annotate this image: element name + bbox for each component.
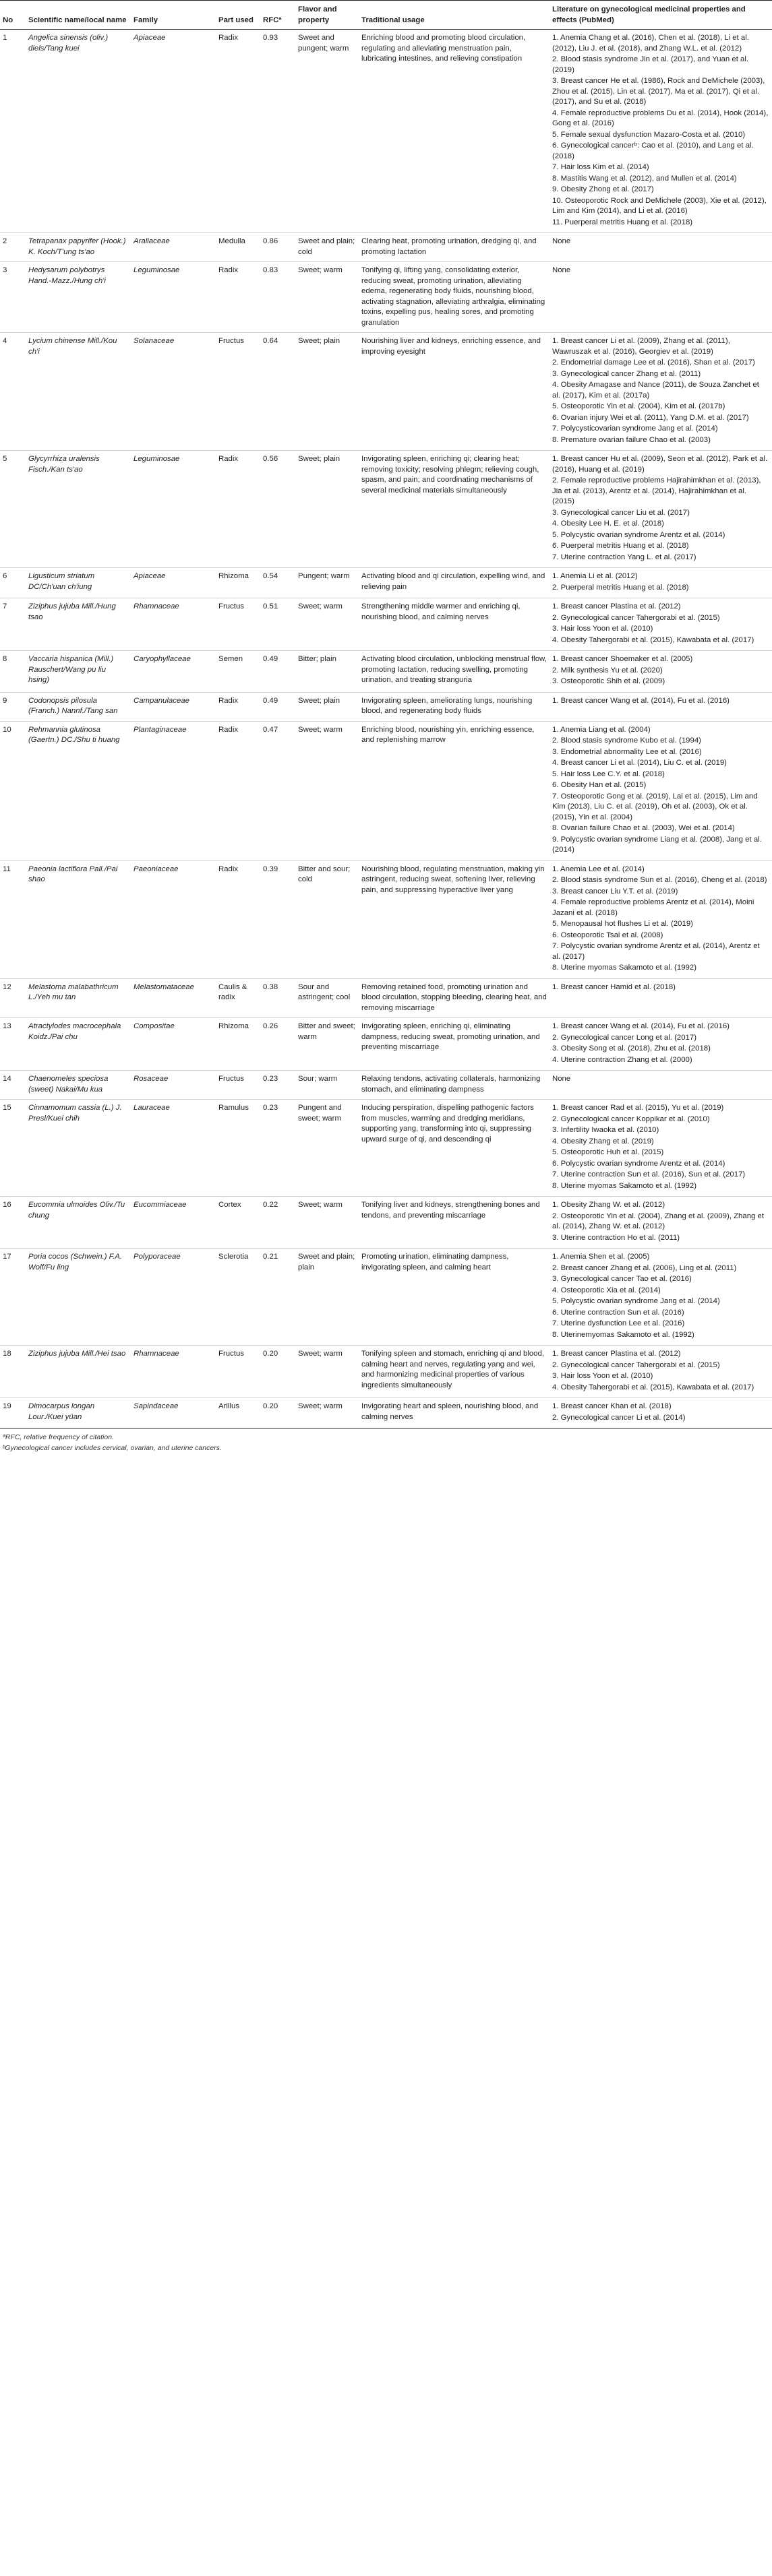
literature-item: 4. Obesity Lee H. E. et al. (2018): [552, 520, 664, 528]
cell-rfc: 0.47: [260, 721, 295, 860]
footnote-gyn-cancer: ᵇGynecological cancer includes cervical, ovarian, and uterine cancers.: [3, 1443, 222, 1452]
literature-item: 9. Polycystic ovarian syndrome Liang et al. (2008), Jang et al. (2014): [552, 835, 762, 854]
cell-family: Apiaceae: [131, 568, 216, 598]
cell-usage: Activating blood and qi circulation, expelling wind, and relieving pain: [359, 568, 550, 598]
cell-family: Rhamnaceae: [131, 598, 216, 651]
cell-family: Araliaceae: [131, 233, 216, 262]
literature-item: 2. Female reproductive problems Hajirahimkhan et al. (2013), Jia et al. (2013), Arentz et al. (2014), Hajirahimkhan et al. (2015): [552, 476, 761, 505]
literature-item: 1. Breast cancer Rad et al. (2015), Yu et al. (2019): [552, 1104, 724, 1112]
cell-usage: Nourishing blood, regulating menstruation, making yin astringent, reducing sweat, softening liver, relieving pain, and suppressing hyperactive liver yang: [359, 860, 550, 978]
cell-family: Plantaginaceae: [131, 721, 216, 860]
cell-part-used: Fructus: [216, 1346, 260, 1398]
literature-item: 2. Osteoporotic Yin et al. (2004), Zhang et al. (2009), Zhang et al. (2014), Zhang W. et al. (2012): [552, 1212, 765, 1230]
literature-item: 5. Menopausal hot flushes Li et al. (2019): [552, 920, 693, 928]
literature-item: 8. Uterine myomas Sakamoto et al. (1992): [552, 964, 696, 972]
literature-item: 3. Uterine contraction Ho et al. (2011): [552, 1233, 680, 1242]
literature-item: 1. Anemia Liang et al. (2004): [552, 725, 651, 734]
literature-item: 2. Endometrial damage Lee et al. (2016), Shan et al. (2017): [552, 358, 755, 367]
cell-no: 17: [0, 1249, 26, 1346]
literature-item: 3. Hair loss Yoon et al. (2010): [552, 625, 653, 633]
literature-item: None: [552, 266, 571, 274]
cell-flavor: Bitter and sweet; warm: [295, 1018, 359, 1071]
table-row: [0, 451, 772, 568]
cell-flavor: Sweet; warm: [295, 1197, 359, 1249]
cell-rfc: 0.20: [260, 1398, 295, 1428]
table-row: [0, 1398, 772, 1428]
cell-part-used: Medulla: [216, 233, 260, 262]
literature-item: 4. Obesity Zhang et al. (2019): [552, 1137, 654, 1145]
cell-no: 18: [0, 1346, 26, 1398]
cell-no: 2: [0, 233, 26, 262]
cell-no: 8: [0, 651, 26, 693]
cell-family: Solanaceae: [131, 333, 216, 451]
cell-literature: [550, 1071, 772, 1100]
table-row: [0, 692, 772, 721]
cell-part-used: Radix: [216, 30, 260, 233]
cell-part-used: Radix: [216, 692, 260, 721]
cell-no: 1: [0, 30, 26, 233]
literature-item: 3. Gynecological cancer Liu et al. (2017): [552, 508, 690, 517]
cell-no: 15: [0, 1100, 26, 1197]
cell-family: Leguminosae: [131, 262, 216, 333]
cell-literature: [550, 262, 772, 333]
cell-part-used: Fructus: [216, 1071, 260, 1100]
cell-family: Lauraceae: [131, 1100, 216, 1197]
header-rfc: RFCª: [260, 1, 295, 30]
cell-family: Compositae: [131, 1018, 216, 1071]
cell-flavor: Sweet and pungent; warm: [295, 30, 359, 233]
cell-flavor: Sweet; plain: [295, 692, 359, 721]
literature-item: 9. Obesity Zhong et al. (2017): [552, 185, 654, 193]
cell-literature: [550, 721, 772, 860]
cell-rfc: 0.49: [260, 692, 295, 721]
cell-literature: [550, 568, 772, 598]
cell-no: 10: [0, 721, 26, 860]
cell-usage: Tonifying liver and kidneys, strengthening bones and tendons, and preventing miscarriage: [359, 1197, 550, 1249]
cell-rfc: 0.51: [260, 598, 295, 651]
cell-part-used: Rhizoma: [216, 1018, 260, 1071]
cell-flavor: Sweet; warm: [295, 721, 359, 860]
cell-usage: Enriching blood and promoting blood circulation, regulating and alleviating menstruation pain, lubricating intestines, and relieving constipation: [359, 30, 550, 233]
literature-item: 1. Breast cancer Plastina et al. (2012): [552, 1350, 681, 1358]
cell-usage: Invigorating spleen, ameliorating lungs, nourishing blood, and regenerating body fluids: [359, 692, 550, 721]
literature-item: 4. Obesity Amagase and Nance (2011), de Souza Zanchet et al. (2017), Kim et al. (2017a): [552, 381, 759, 400]
cell-part-used: Fructus: [216, 598, 260, 651]
cell-family: Melastomataceae: [131, 978, 216, 1018]
cell-flavor: Sour; warm: [295, 1071, 359, 1100]
cell-family: Caryophyllaceae: [131, 651, 216, 693]
cell-rfc: 0.56: [260, 451, 295, 568]
table-row: [0, 651, 772, 693]
cell-flavor: Sweet and plain; cold: [295, 233, 359, 262]
cell-flavor: Bitter; plain: [295, 651, 359, 693]
cell-scientific-name: Rehmannia glutinosa (Gaertn.) DC./Shu ti huang: [26, 721, 131, 860]
cell-no: 16: [0, 1197, 26, 1249]
literature-item: 1. Anemia Chang et al. (2016), Chen et al. (2018), Li et al. (2012), Liu J. et al. (2018), and Zhang W.L. et al. (2012): [552, 34, 749, 53]
cell-flavor: Sweet; warm: [295, 262, 359, 333]
literature-item: 8. Premature ovarian failure Chao et al. (2003): [552, 435, 711, 444]
literature-item: 3. Endometrial abnormality Lee et al. (2016): [552, 747, 702, 756]
cell-no: 3: [0, 262, 26, 333]
cell-scientific-name: Chaenomeles speciosa (sweet) Nakai/Mu kua: [26, 1071, 131, 1100]
literature-item: 7. Uterine contraction Sun et al. (2016), Sun et al. (2017): [552, 1170, 746, 1179]
cell-family: Rhamnaceae: [131, 1346, 216, 1398]
header-literature: Literature on gynecological medicinal properties and effects (PubMed): [550, 1, 772, 30]
cell-scientific-name: Glycyrrhiza uralensis Fisch./Kan ts'ao: [26, 451, 131, 568]
cell-literature: [550, 978, 772, 1018]
cell-scientific-name: Hedysarum polybotrys Hand.-Mazz./Hung ch'i: [26, 262, 131, 333]
cell-usage: Activating blood circulation, unblocking menstrual flow, promoting lactation, reducing swelling, promoting urination, and treating stranguria: [359, 651, 550, 693]
footnotes: [0, 1428, 772, 1454]
cell-literature: [550, 692, 772, 721]
cell-rfc: 0.83: [260, 262, 295, 333]
cell-usage: Relaxing tendons, activating collaterals, harmonizing stomach, and eliminating dampness: [359, 1071, 550, 1100]
table-row: [0, 978, 772, 1018]
cell-rfc: 0.22: [260, 1197, 295, 1249]
cell-usage: Tonifying spleen and stomach, enriching qi and blood, calming heart and nerves, regulating yang and wei, and harmonizing medicinal properties of various ingredients simultaneously: [359, 1346, 550, 1398]
literature-item: 5. Polycystic ovarian syndrome Arentz et al. (2014): [552, 530, 725, 539]
literature-item: 1. Breast cancer Li et al. (2009), Zhang et al. (2011), Wawruszak et al. (2016), Georgiev et al. (2019): [552, 337, 730, 356]
cell-rfc: 0.49: [260, 651, 295, 693]
cell-no: 14: [0, 1071, 26, 1100]
cell-no: 7: [0, 598, 26, 651]
literature-item: 3. Breast cancer He et al. (1986), Rock and DeMichele (2003), Zhou et al. (2015), Lin et al. (2017), Ma et al. (2017), Qi et al. (2017), and Su et al. (2018): [552, 77, 765, 106]
table-row: [0, 1071, 772, 1100]
cell-part-used: Semen: [216, 651, 260, 693]
header-flavor: Flavor and property: [295, 1, 359, 30]
literature-item: 1. Breast cancer Shoemaker et al. (2005): [552, 655, 693, 663]
header-family: Family: [131, 1, 216, 30]
cell-literature: [550, 233, 772, 262]
table-row: [0, 262, 772, 333]
cell-part-used: Ramulus: [216, 1100, 260, 1197]
cell-literature: [550, 860, 772, 978]
table-row: [0, 568, 772, 598]
literature-item: 4. Breast cancer Li et al. (2014), Liu C. et al. (2019): [552, 759, 727, 767]
literature-item: 7. Polycysticovarian syndrome Jang et al. (2014): [552, 425, 718, 433]
cell-no: 6: [0, 568, 26, 598]
cell-rfc: 0.20: [260, 1346, 295, 1398]
cell-literature: [550, 1249, 772, 1346]
literature-item: 2. Blood stasis syndrome Jin et al. (2017), and Yuan et al. (2019): [552, 55, 749, 74]
cell-part-used: Sclerotia: [216, 1249, 260, 1346]
cell-scientific-name: Ligusticum striatum DC/Ch'uan ch'iung: [26, 568, 131, 598]
cell-part-used: Radix: [216, 451, 260, 568]
cell-rfc: 0.26: [260, 1018, 295, 1071]
cell-part-used: Caulis & radix: [216, 978, 260, 1018]
cell-literature: [550, 333, 772, 451]
cell-part-used: Rhizoma: [216, 568, 260, 598]
cell-rfc: 0.21: [260, 1249, 295, 1346]
cell-family: Rosaceae: [131, 1071, 216, 1100]
literature-item: 2. Gynecological cancer Tahergorabi et al. (2015): [552, 613, 720, 622]
cell-family: Sapindaceae: [131, 1398, 216, 1428]
literature-item: 1. Obesity Zhang W. et al. (2012): [552, 1201, 665, 1209]
literature-item: 2. Milk synthesis Yu et al. (2020): [552, 666, 663, 674]
literature-item: 5. Osteoporotic Yin et al. (2004), Kim et al. (2017b): [552, 402, 725, 410]
table-row: [0, 30, 772, 233]
literature-item: 7. Uterine contraction Yang L. et al. (2017): [552, 553, 696, 561]
literature-item: 3. Gynecological cancer Tao et al. (2016): [552, 1275, 692, 1283]
cell-usage: Invigorating spleen, enriching qi; clearing heat; removing toxicity; resolving phlegm; relieving cough, spasm, and pain; and coordinating mechanisms of several medicinal materials simultaneously: [359, 451, 550, 568]
literature-item: 1. Breast cancer Plastina et al. (2012): [552, 602, 681, 610]
literature-item: 3. Hair loss Yoon et al. (2010): [552, 1372, 653, 1380]
cell-usage: Enriching blood, nourishing yin, enriching essence, and replenishing marrow: [359, 721, 550, 860]
cell-usage: Removing retained food, promoting urination and blood circulation, stopping bleeding, clearing heat, and removing miscarriage: [359, 978, 550, 1018]
cell-literature: [550, 1100, 772, 1197]
cell-rfc: 0.39: [260, 860, 295, 978]
literature-item: 7. Osteoporotic Gong et al. (2019), Lai et al. (2015), Lim and Kim (2013), Liu C. et al. (2019), Oh et al. (2003), Ok et al. (2015), Yin et al. (2004): [552, 792, 758, 821]
cell-scientific-name: Poria cocos (Schwein.) F.A. Wolf/Fu ling: [26, 1249, 131, 1346]
cell-scientific-name: Dimocarpus longan Lour./Kuei yüan: [26, 1398, 131, 1428]
literature-item: 7. Hair loss Kim et al. (2014): [552, 163, 649, 171]
literature-item: 5. Hair loss Lee C.Y. et al. (2018): [552, 769, 665, 778]
cell-family: Paeoniaceae: [131, 860, 216, 978]
table-row: [0, 333, 772, 451]
cell-scientific-name: Melastoma malabathricum L./Yeh mu tan: [26, 978, 131, 1018]
table-body: [0, 30, 772, 1428]
literature-item: 4. Obesity Tahergorabi et al. (2015), Kawabata et al. (2017): [552, 1383, 754, 1391]
cell-usage: Clearing heat, promoting urination, dredging qi, and promoting lactation: [359, 233, 550, 262]
table-row: [0, 1018, 772, 1071]
cell-part-used: Radix: [216, 721, 260, 860]
literature-item: 2. Gynecological cancer Koppikar et al. (2010): [552, 1114, 710, 1123]
cell-family: Polyporaceae: [131, 1249, 216, 1346]
table-row: [0, 1346, 772, 1398]
literature-item: 3. Obesity Song et al. (2018), Zhu et al. (2018): [552, 1044, 711, 1053]
literature-item: 2. Blood stasis syndrome Kubo et al. (1994): [552, 736, 701, 745]
literature-item: 2. Gynecological cancer Tahergorabi et al. (2015): [552, 1360, 720, 1369]
literature-item: 7. Polycystic ovarian syndrome Arentz et al. (2014), Arentz et al. (2017): [552, 942, 760, 961]
literature-item: 1. Anemia Shen et al. (2005): [552, 1253, 650, 1261]
cell-scientific-name: Vaccaria hispanica (Mill.) Rauschert/Wang pu liu hsing): [26, 651, 131, 693]
literature-item: 10. Osteoporotic Rock and DeMichele (2003), Xie et al. (2012), Lim and Kim (2014), and Li et al. (2016): [552, 196, 767, 215]
literature-item: 6. Uterine contraction Sun et al. (2016): [552, 1308, 684, 1317]
cell-no: 5: [0, 451, 26, 568]
cell-rfc: 0.23: [260, 1071, 295, 1100]
table-header-row: [0, 1, 772, 30]
cell-family: Eucommiaceae: [131, 1197, 216, 1249]
cell-scientific-name: Tetrapanax papyrifer (Hook.) K. Koch/T'ung ts'ao: [26, 233, 131, 262]
cell-scientific-name: Paeonia lactiflora Pall./Pai shao: [26, 860, 131, 978]
literature-item: 4. Osteoporotic Xia et al. (2014): [552, 1286, 661, 1294]
cell-rfc: 0.93: [260, 30, 295, 233]
cell-rfc: 0.54: [260, 568, 295, 598]
literature-item: 5. Female sexual dysfunction Mazaro-Costa et al. (2010): [552, 130, 746, 139]
literature-item: 6. Osteoporotic Tsai et al. (2008): [552, 931, 663, 939]
cell-rfc: 0.86: [260, 233, 295, 262]
cell-rfc: 0.38: [260, 978, 295, 1018]
header-part: Part used: [216, 1, 260, 30]
literature-item: 3. Osteoporotic Shih et al. (2009): [552, 677, 665, 685]
cell-flavor: Sweet; warm: [295, 1398, 359, 1428]
cell-usage: Nourishing liver and kidneys, enriching essence, and improving eyesight: [359, 333, 550, 451]
cell-flavor: Bitter and sour; cold: [295, 860, 359, 978]
header-name: Scientific name/local name: [26, 1, 131, 30]
cell-part-used: Radix: [216, 860, 260, 978]
table-row: [0, 860, 772, 978]
literature-item: None: [552, 1075, 571, 1083]
cell-part-used: Radix: [216, 262, 260, 333]
literature-item: 1. Breast cancer Hu et al. (2009), Seon et al. (2012), Park et al. (2016), Huang et al. (2019): [552, 455, 768, 474]
cell-literature: [550, 1018, 772, 1071]
table-row: [0, 721, 772, 860]
cell-family: Apiaceae: [131, 30, 216, 233]
cell-no: 13: [0, 1018, 26, 1071]
literature-item: 4. Female reproductive problems Du et al. (2014), Hook (2014), Gong et al. (2016): [552, 108, 769, 127]
literature-item: 2. Gynecological cancer Long et al. (2017): [552, 1033, 697, 1042]
literature-item: 8. Mastitis Wang et al. (2012), and Mullen et al. (2014): [552, 174, 737, 183]
literature-item: 5. Osteoporotic Huh et al. (2015): [552, 1148, 664, 1156]
cell-literature: [550, 598, 772, 651]
header-usage: Traditional usage: [359, 1, 550, 30]
literature-item: 1. Breast cancer Hamid et al. (2018): [552, 982, 676, 991]
literature-item: 4. Uterine contraction Zhang et al. (2000): [552, 1055, 692, 1064]
literature-item: 8. Ovarian failure Chao et al. (2003), Wei et al. (2014): [552, 824, 735, 832]
table-row: [0, 1100, 772, 1197]
cell-scientific-name: Eucommia ulmoides Oliv./Tu chung: [26, 1197, 131, 1249]
literature-item: 6. Obesity Han et al. (2015): [552, 781, 647, 789]
literature-item: 5. Polycystic ovarian syndrome Jang et al. (2014): [552, 1297, 720, 1305]
cell-scientific-name: Cinnamomum cassia (L.) J. Presl/Kuei chih: [26, 1100, 131, 1197]
cell-usage: Strengthening middle warmer and enriching qi, nourishing blood, and calming nerves: [359, 598, 550, 651]
cell-no: 11: [0, 860, 26, 978]
table-row: [0, 1249, 772, 1346]
literature-item: None: [552, 237, 571, 245]
literature-item: 6. Puerperal metritis Huang et al. (2018): [552, 542, 689, 550]
literature-item: 3. Gynecological cancer Zhang et al. (2011): [552, 369, 701, 378]
header-no: No: [0, 1, 26, 30]
table-row: [0, 598, 772, 651]
cell-flavor: Pungent and sweet; warm: [295, 1100, 359, 1197]
cell-flavor: Sweet; warm: [295, 1346, 359, 1398]
cell-rfc: 0.23: [260, 1100, 295, 1197]
cell-scientific-name: Angelica sinensis (oliv.) diels/Tang kuei: [26, 30, 131, 233]
literature-item: 8. Uterine myomas Sakamoto et al. (1992): [552, 1181, 696, 1190]
cell-flavor: Pungent; warm: [295, 568, 359, 598]
literature-item: 2. Breast cancer Zhang et al. (2006), Ling et al. (2011): [552, 1263, 737, 1272]
cell-scientific-name: Codonopsis pilosula (Franch.) Nannf./Tang san: [26, 692, 131, 721]
cell-literature: [550, 451, 772, 568]
cell-usage: Promoting urination, eliminating dampness, invigorating spleen, and calming heart: [359, 1249, 550, 1346]
table-row: [0, 233, 772, 262]
literature-item: 1. Breast cancer Wang et al. (2014), Fu et al. (2016): [552, 696, 730, 705]
cell-literature: [550, 30, 772, 233]
cell-family: Leguminosae: [131, 451, 216, 568]
literature-item: 6. Polycystic ovarian syndrome Arentz et al. (2014): [552, 1159, 725, 1168]
cell-part-used: Arillus: [216, 1398, 260, 1428]
table-row: [0, 1197, 772, 1249]
literature-item: 3. Infertility Iwaoka et al. (2010): [552, 1126, 659, 1134]
cell-usage: Tonifying qi, lifting yang, consolidating exterior, reducing sweat, promoting urination, alleviating edema, regenerating body fluids, nourishing blood, activating stagnation, alleviating arthralgia, eliminating toxins, expelling pus, healing sores, and promoting granulation: [359, 262, 550, 333]
literature-item: 2. Puerperal metritis Huang et al. (2018): [552, 583, 689, 592]
literature-item: 7. Uterine dysfunction Lee et al. (2016): [552, 1319, 685, 1327]
literature-item: 8. Uterinemyomas Sakamoto et al. (1992): [552, 1330, 694, 1339]
cell-usage: Invigorating spleen, enriching qi, eliminating dampness, reducing sweat, promoting urination, and preventing miscarriage: [359, 1018, 550, 1071]
cell-rfc: 0.64: [260, 333, 295, 451]
cell-part-used: Cortex: [216, 1197, 260, 1249]
cell-flavor: Sweet; plain: [295, 451, 359, 568]
cell-scientific-name: Ziziphus jujuba Mill./Hei tsao: [26, 1346, 131, 1398]
literature-item: 3. Breast cancer Liu Y.T. et al. (2019): [552, 887, 678, 896]
literature-item: 4. Female reproductive problems Arentz et al. (2014), Moini Jazani et al. (2018): [552, 898, 754, 917]
literature-item: 2. Blood stasis syndrome Sun et al. (2016), Cheng et al. (2018): [552, 876, 767, 884]
cell-no: 12: [0, 978, 26, 1018]
cell-literature: [550, 651, 772, 693]
cell-usage: Inducing perspiration, dispelling pathogenic factors from muscles, warming and dredging meridians, supporting yang, transforming into qi, suppressing upward surge of qi, and descending qi: [359, 1100, 550, 1197]
literature-item: 2. Gynecological cancer Li et al. (2014): [552, 1413, 686, 1422]
cell-flavor: Sour and astringent; cool: [295, 978, 359, 1018]
cell-no: 4: [0, 333, 26, 451]
literature-item: 6. Gynecological cancerᵇ: Cao et al. (2010), and Lang et al. (2018): [552, 142, 754, 160]
cell-scientific-name: Atractylodes macrocephala Koidz./Pai chu: [26, 1018, 131, 1071]
cell-no: 19: [0, 1398, 26, 1428]
literature-item: 1. Anemia Li et al. (2012): [552, 572, 638, 580]
literature-item: 11. Puerperal metritis Huang et al. (2018): [552, 218, 693, 226]
cell-scientific-name: Ziziphus jujuba Mill./Hung tsao: [26, 598, 131, 651]
cell-literature: [550, 1197, 772, 1249]
literature-item: 1. Breast cancer Khan et al. (2018): [552, 1402, 672, 1410]
cell-usage: Invigorating heart and spleen, nourishing blood, and calming nerves: [359, 1398, 550, 1428]
cell-no: 9: [0, 692, 26, 721]
footnote-rfc: ªRFC, relative frequency of citation.: [3, 1433, 114, 1441]
cell-scientific-name: Lycium chinense Mill./Kou ch'i: [26, 333, 131, 451]
literature-item: 1. Anemia Lee et al. (2014): [552, 865, 645, 873]
cell-flavor: Sweet; plain: [295, 333, 359, 451]
cell-flavor: Sweet; warm: [295, 598, 359, 651]
cell-flavor: Sweet and plain; plain: [295, 1249, 359, 1346]
cell-literature: [550, 1398, 772, 1428]
literature-item: 4. Obesity Tahergorabi et al. (2015), Kawabata et al. (2017): [552, 635, 754, 644]
literature-item: 6. Ovarian injury Wei et al. (2011), Yang D.M. et al. (2017): [552, 413, 749, 422]
literature-item: 1. Breast cancer Wang et al. (2014), Fu et al. (2016): [552, 1022, 730, 1030]
cell-family: Campanulaceae: [131, 692, 216, 721]
cell-literature: [550, 1346, 772, 1398]
cell-part-used: Fructus: [216, 333, 260, 451]
